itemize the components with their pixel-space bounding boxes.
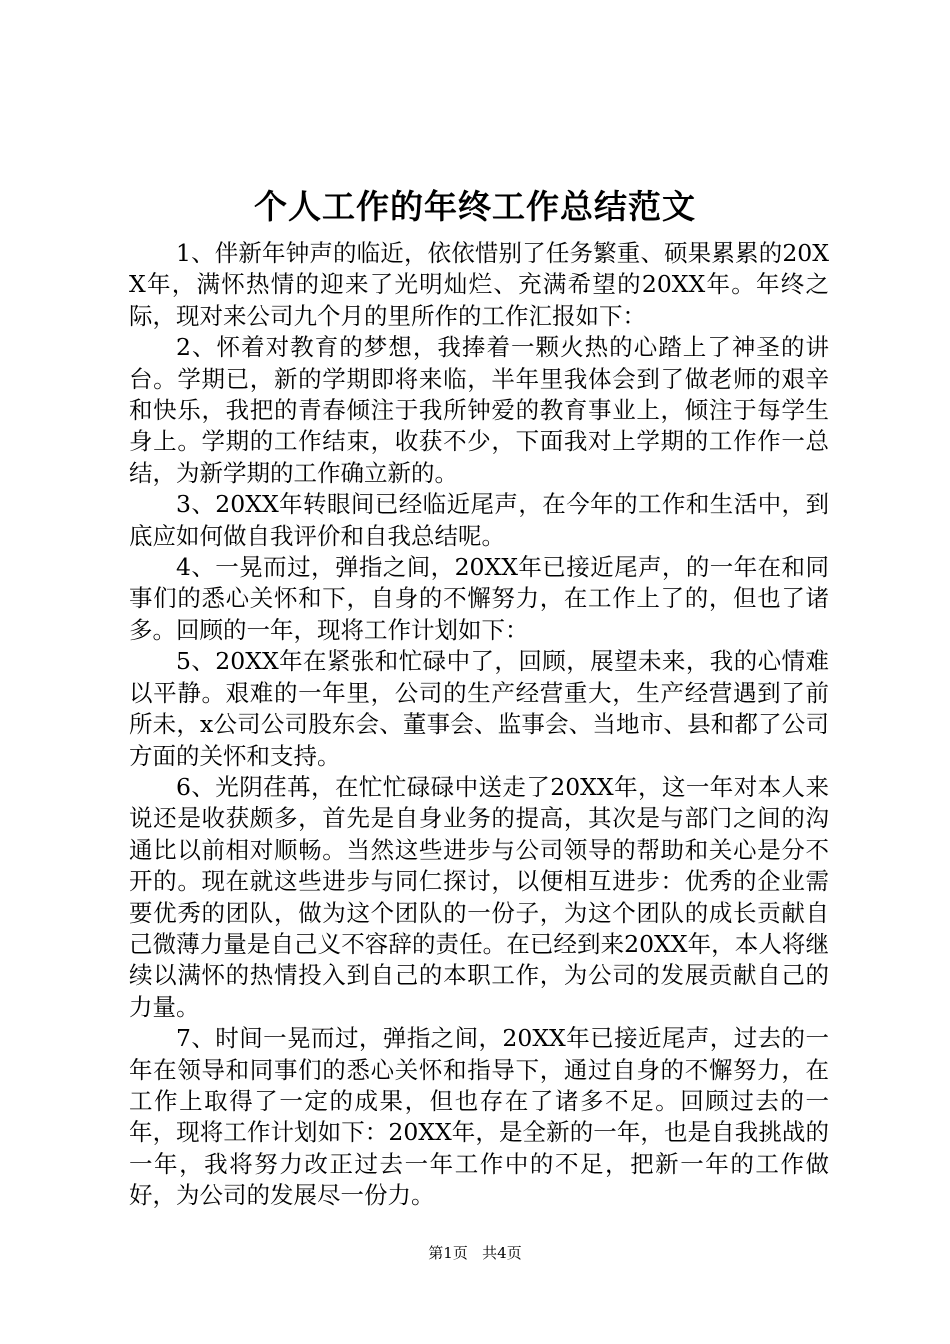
- paragraph-2: 2、怀着对教育的梦想，我捧着一颗火热的心踏上了神圣的讲台。学期已，新的学期即将来临，半年里我体会到了做老师的艰辛和快乐，我把的青春倾注于我所钟爱的教育事业上，倾注于每学生身上。学期的工作结束，收获不少，下面我对上学期的工作作一总结，为新学期的工作确立新的。: [129, 333, 829, 487]
- document-body: [129, 238, 829, 1212]
- page-total: 共4页: [482, 1244, 522, 1262]
- document-title: 个人工作的年终工作总结范文: [254, 187, 696, 226]
- footer-spacer: [473, 1244, 478, 1262]
- paragraph-3: 3、20XX年转眼间已经临近尾声，在今年的工作和生活中，到底应如何做自我评价和自我总结呢。: [129, 490, 829, 550]
- paragraph-4: 4、一晃而过，弹指之间，20XX年已接近尾声，的一年在和同事们的悉心关怀和下，自身的不懈努力，在工作上了的，但也了诸多。回顾的一年，现将工作计划如下：: [129, 553, 829, 644]
- paragraph-6: 6、光阴荏苒，在忙忙碌碌中送走了20XX年，这一年对本人来说还是收获颇多，首先是自身业务的提高，其次是与部门之间的沟通比以前相对顺畅。当然这些进步与公司领导的帮助和关心是分不开的。现在就这些进步与同仁探讨，以便相互进步：优秀的企业需要优秀的团队，做为这个团队的一份子，为这个团队的成长贡献自己微薄力量是自己义不容辞的责任。在已经到来20XX年，本人将继续以满怀的热情投入到自己的本职工作，为公司的发展贡献自己的力量。: [129, 772, 829, 1021]
- paragraph-5: 5、20XX年在紧张和忙碌中了，回顾，展望未来，我的心情难以平静。艰难的一年里，公司的生产经营重大，生产经营遇到了前所未，x公司公司股东会、董事会、监事会、当地市、县和都了公司方面的关怀和支持。: [129, 647, 829, 770]
- paragraph-7: 7、时间一晃而过，弹指之间，20XX年已接近尾声，过去的一年在领导和同事们的悉心关怀和指导下，通过自身的不懈努力，在工作上取得了一定的成果，但也存在了诸多不足。回顾过去的一年，现将工作计划如下：20XX年，是全新的一年，也是自我挑战的一年，我将努力改正过去一年工作中的不足，把新一年的工作做好，为公司的发展尽一份力。: [129, 1024, 829, 1210]
- paragraph-1: 1、伴新年钟声的临近，依依惜别了任务繁重、硕果累累的20XX年，满怀热情的迎来了光明灿烂、充满希望的20XX年。年终之际，现对来公司九个月的里所作的工作汇报如下：: [129, 239, 829, 330]
- page-footer: [0, 1243, 950, 1263]
- page-number: 第1页: [428, 1244, 468, 1262]
